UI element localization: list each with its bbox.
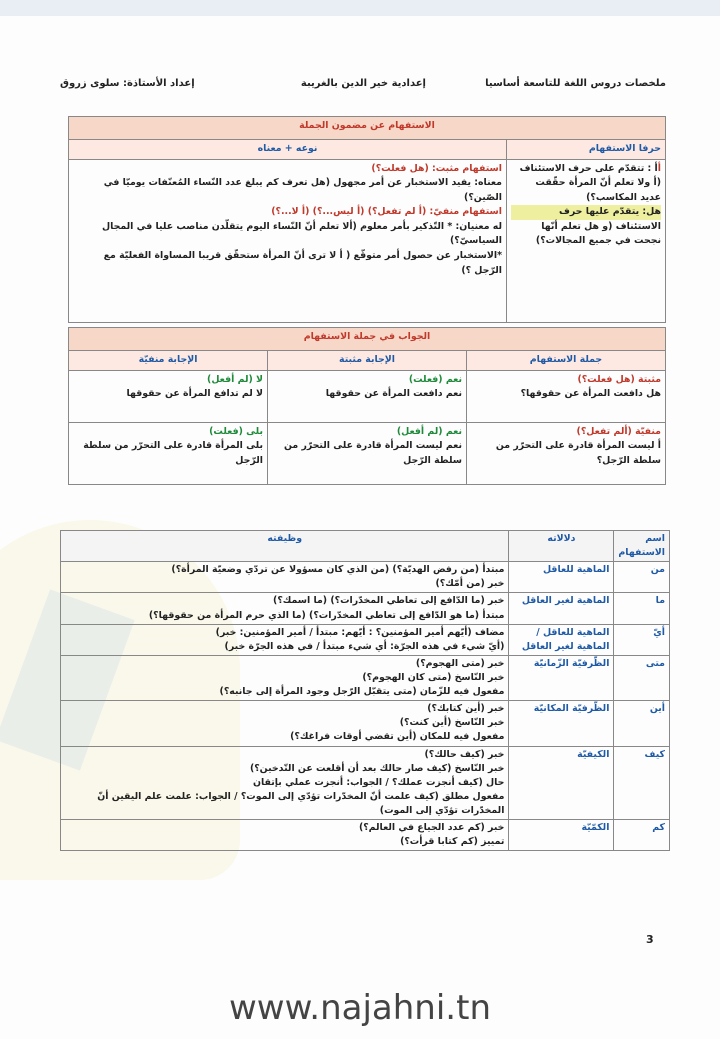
table2-positive-cell: [268, 370, 467, 422]
table1-meaning-cell: [69, 159, 507, 322]
meaning-line: له معنيان: * التّذكير بأمر معلوم (ألا تعلم أنّ النّساء اليوم يتقلّدن مناصب عليا في المجال السياسيّ؟): [101, 220, 502, 247]
table2-question-cell: [467, 422, 666, 484]
function-line: خبر (كم عدد الجياع في العالم؟): [358, 822, 505, 834]
function-line: خبر (أين كتابك؟): [427, 703, 505, 715]
function-line: خبر النّاسخ (أين كنت؟): [399, 717, 505, 729]
table3-header-meaning: دلالاته: [509, 531, 614, 562]
function-line: المخدّرات تؤدّي إلى الموت): [379, 804, 505, 816]
meaning-line: معناه: يفيد الاستخبار عن أمر مجهول (هل تعرف كم يبلغ عدد النّساء المُعنّفات يوميّا في الصّين؟): [103, 177, 502, 203]
document-header: [60, 78, 666, 96]
question-text: هل دافعت المرأة عن حقوقها؟: [520, 388, 661, 400]
page-number: 3: [646, 933, 654, 946]
function-line: خبر النّاسخ (كيف صار حالك بعد أن أقلعت عن التّدخين؟): [249, 762, 505, 774]
positive-text: نعم دافعت المرأة عن حقوقها: [325, 388, 462, 400]
negative-text: بلى المرأة قادرة على التحرّر من سلطة الرّجل: [83, 440, 263, 466]
function-cell: [61, 593, 509, 624]
meaning-cell: الكمّيّة: [509, 820, 614, 851]
function-line: مضاف (أيّهم أمير المؤمنين؟ : أيّهم: مبتدأ / أمير المؤمنين: خبر): [215, 626, 505, 638]
table3-header-function: وظيفته: [61, 531, 509, 562]
meaning-cell: الظّرفيّة الزّمانيّة: [509, 655, 614, 700]
table1-col-meaning: نوعه + معناه: [69, 140, 507, 160]
table2-negative-cell: [69, 422, 268, 484]
function-cell: [61, 655, 509, 700]
meaning-cell: الماهية للعاقل / الماهية لغير العاقل: [509, 624, 614, 655]
question-label: مثبتة (هل فعلت؟): [577, 373, 661, 385]
letter-line: أأ : تتقدّم على حرف الاستئناف: [519, 162, 661, 174]
function-line: حال (كيف أنجزت عملك؟ / الجواب: أنجزت عملي بإتقان: [252, 776, 505, 788]
noun-cell: كيف: [614, 746, 670, 820]
table2-header-question: جملة الاستفهام: [467, 351, 666, 371]
table2-header-positive: الإجابة مثبتة: [268, 351, 467, 371]
table2-positive-cell: [268, 422, 467, 484]
header-course-title: ملخصات دروس اللغة للتاسعة أساسيا: [485, 78, 666, 89]
interrogative-nouns-table: [60, 530, 670, 851]
header-author: إعداد الأستاذة: سلوى زروق: [60, 78, 195, 89]
negative-label: بلى (فعلت): [209, 425, 263, 437]
function-cell: [61, 562, 509, 593]
negative-text: لا لم تدافع المرأة عن حقوقها: [126, 388, 263, 400]
letter-line: (أ ولا تعلم أنّ المرأة حقّقت: [535, 177, 661, 189]
function-line: خبر (كيف حالك؟): [424, 748, 505, 760]
table2-question-cell: [467, 370, 666, 422]
table3-header-noun: اسم الاستفهام: [614, 531, 670, 562]
function-cell: [61, 701, 509, 746]
letter-line: هل: يتقدّم عليها حرف: [511, 205, 661, 220]
function-line: مبتدأ (من رفض الهديّة؟) (من الذي كان مسؤولا عن تردّي وضعيّة المرأة؟): [171, 564, 505, 576]
meaning-cell: الكيفيّة: [509, 746, 614, 820]
table2-negative-cell: [69, 370, 268, 422]
answer-table: [68, 327, 666, 485]
function-line: مفعول فيه للزّمان (متى يتقبّل الرّجل وجود المرأة إلى جانبه؟): [219, 686, 505, 698]
meaning-cell: الماهية لغير العاقل: [509, 593, 614, 624]
question-text: أ ليست المرأة قادرة على التحرّر من سلطة الرّجل؟: [495, 440, 661, 466]
function-line: خبر النّاسخ (متى كان الهجوم؟): [362, 671, 505, 683]
meaning-line: استفهام منفيّ: (أ لم تفعل؟) (أ ليس...؟) (أ لا...؟): [271, 206, 502, 218]
noun-cell: أيّ: [614, 624, 670, 655]
table1-col-letters: حرفا الاستفهام: [507, 140, 666, 160]
function-line: خبر (ما الدّافع إلى تعاطي المخدّرات؟) (ما اسمك؟): [273, 595, 505, 607]
meaning-line: استفهام مثبت: (هل فعلت؟): [371, 162, 502, 174]
question-content-table: [68, 116, 666, 323]
function-line: خبر (متى الهجوم؟): [415, 657, 505, 669]
letter-line: عديد المكاسب؟): [586, 191, 661, 203]
noun-cell: أين: [614, 701, 670, 746]
function-line: مفعول فيه للمكان (أين تقضي أوقات فراغك؟): [290, 731, 505, 743]
meaning-line: الرّجل ؟): [461, 264, 502, 276]
meaning-cell: الماهية للعاقل: [509, 562, 614, 593]
table1-letters-cell: [507, 159, 666, 322]
function-line: مبتدأ (ما هو الدّافع إلى تعاطي المخدّرات؟) (ما الذي حرم المرأة من حقوقها؟): [148, 609, 505, 621]
table2-header-negative: الإجابة منفيّة: [69, 351, 268, 371]
positive-label: نعم (لم أفعل): [396, 425, 462, 437]
meaning-line: *الاستخبار عن حصول أمر متوقّع ( أ لا ترى أنّ المرأة ستحقّق قريبا المساواة الفعليّة مع: [103, 250, 502, 262]
table2-title: الجواب في جملة الاستفهام: [69, 328, 666, 351]
function-line: تمييز (كم كتابا قرأت؟): [400, 836, 505, 848]
positive-label: نعم (فعلت): [408, 373, 462, 385]
negative-label: لا (لم أفعل): [207, 373, 263, 385]
letter-line: الاستئناف (و هل تعلم أنّها: [541, 220, 661, 232]
top-strip: [0, 0, 720, 16]
noun-cell: من: [614, 562, 670, 593]
function-line: خبر (من أمّك؟): [435, 578, 505, 590]
meaning-cell: الظّرفيّة المكانيّة: [509, 701, 614, 746]
function-line: (أيّ شيء في هذه الجرّة: أي شيء مبتدأ / في هذه الجرّة خبر): [224, 640, 505, 652]
function-cell: [61, 746, 509, 820]
function-line: مفعول مطلق (كيف علمت أنّ المخدّرات تؤدّي إلى الموت؟ / الجواب: علمت علم اليقين أنّ: [97, 790, 505, 802]
noun-cell: كم: [614, 820, 670, 851]
question-label: منفيّة (ألم تفعل؟): [576, 425, 661, 437]
positive-text: نعم ليست المرأة قادرة على التحرّر من سلطة الرّجل: [283, 440, 462, 466]
footer-url: www.najahni.tn: [228, 988, 491, 1028]
letter-line: نجحت في جميع المجالات؟): [535, 235, 661, 247]
table1-title: الاستفهام عن مضمون الجملة: [69, 117, 666, 140]
function-cell: [61, 624, 509, 655]
header-school: إعدادية خير الدين بالغريبة: [300, 78, 426, 89]
function-cell: [61, 820, 509, 851]
noun-cell: متى: [614, 655, 670, 700]
noun-cell: ما: [614, 593, 670, 624]
